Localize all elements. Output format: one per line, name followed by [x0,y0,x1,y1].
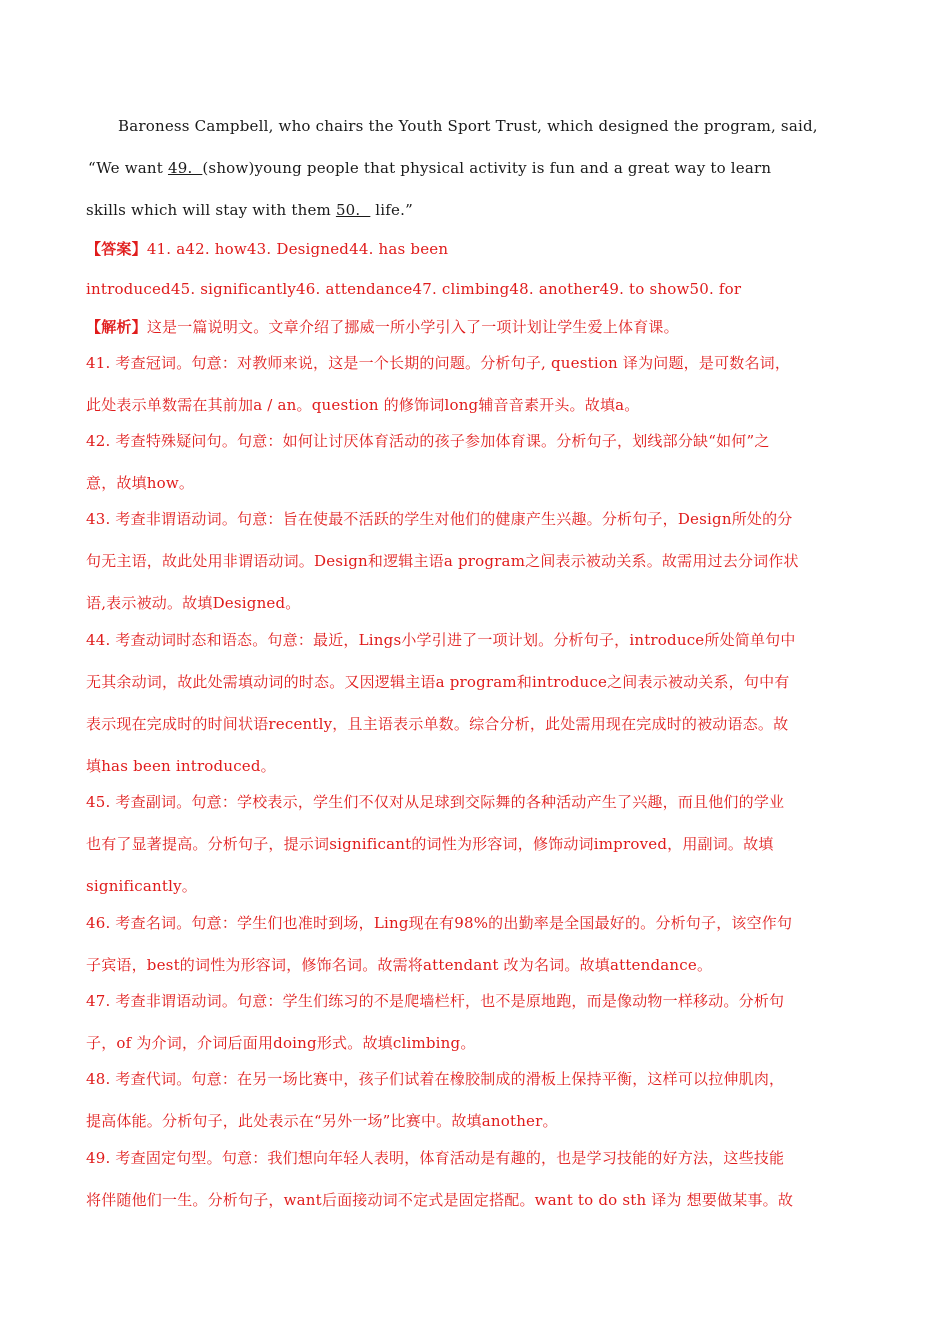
answer-line-1 [86,238,448,259]
analysis-line: 48. 考查代词。句意：在另一场比赛中，孩子们试着在橡胶制成的滑板上保持平衡，这样可以拉伸肌肉， [86,1070,785,1088]
passage-line-3-start: skills which will stay with them [86,201,336,219]
blank-49: 49. [167,159,203,177]
answer-tag: 【答案】 [86,240,147,258]
analysis-line: 子，of 为介词，介词后面用doing形式。故填climbing。 [86,1034,476,1052]
analysis-line: 表示现在完成时的时间状语recently，且主语表示单数。综合分析，此处需用现在完成时的被动语态。故 [86,715,789,733]
passage-line-2 [88,159,771,177]
passage-line-3-end: life.” [370,201,413,219]
passage-line-2-end: (show)young people that physical activity is fun and a great way to learn [202,159,772,177]
blank-50: 50. [335,201,371,219]
analysis-line: 45. 考查副词。句意：学校表示，学生们不仅对从足球到交际舞的各种活动产生了兴趣，而且他们的学业 [86,793,785,811]
passage-line-1: Baroness Campbell, who chairs the Youth Sport Trust, which designed the program, said, [118,117,818,135]
answer-text-1: 41. a42. how43. Designed44. has been [146,240,449,258]
analysis-line: 此处表示单数需在其前加a / an。question 的修饰词long辅音音素开头。故填a。 [86,396,640,414]
analysis-line: 41. 考查冠词。句意：对教师来说，这是一个长期的问题。分析句子, question 译为问题，是可数名词， [86,354,791,372]
analysis-line: 42. 考查特殊疑问句。句意：如何让讨厌体育活动的孩子参加体育课。分析句子，划线部分缺“如何”之 [86,432,770,450]
analysis-line: 语,表示被动。故填Designed。 [86,594,301,612]
passage-line-2-start: “We want [88,159,168,177]
analysis-intro-line [86,316,679,337]
analysis-line: 句无主语，故此处用非谓语动词。Design和逻辑主语a program之间表示被动关系。故需用过去分词作状 [86,552,799,570]
analysis-line: 46. 考查名词。句意：学生们也准时到场，Ling现在有98%的出勤率是全国最好的。分析句子，该空作句 [86,914,793,932]
analysis-line: 43. 考查非谓语动词。句意：旨在使最不活跃的学生对他们的健康产生兴趣。分析句子，Design所处的分 [86,510,793,528]
analysis-line: significantly。 [86,877,198,895]
analysis-line: 将伴随他们一生。分析句子，want后面接动词不定式是固定搭配。want to do sth 译为 想要做某事。故 [86,1191,794,1209]
passage-line-3 [86,201,413,219]
analysis-line: 填has been introduced。 [86,757,276,775]
analysis-line: 49. 考查固定句型。句意：我们想向年轻人表明，体育活动是有趣的，也是学习技能的好方法，这些技能 [86,1149,785,1167]
analysis-line: 提高体能。分析句子，此处表示在“另外一场”比赛中。故填another。 [86,1112,558,1130]
analysis-line: 44. 考查动词时态和语态。句意：最近，Lings小学引进了一项计划。分析句子，introduce所处简单句中 [86,631,796,649]
analysis-line: 也有了显著提高。分析句子，提示词significant的词性为形容词，修饰动词improved，用副词。故填 [86,835,774,853]
analysis-line: 47. 考查非谓语动词。句意：学生们练习的不是爬墙栏杆，也不是原地跑，而是像动物一样移动。分析句 [86,992,785,1010]
answer-line-2: introduced45. significantly46. attendance47. climbing48. another49. to show50. for [86,280,742,298]
analysis-line: 意，故填how。 [86,474,195,492]
analysis-tag: 【解析】 [86,318,147,336]
analysis-intro: 这是一篇说明文。文章介绍了挪威一所小学引入了一项计划让学生爱上体育课。 [146,318,679,336]
analysis-line: 子宾语，best的词性为形容词，修饰名词。故需将attendant 改为名词。故填attendance。 [86,956,713,974]
analysis-line: 无其余动词，故此处需填动词的时态。又因逻辑主语a program和introduce之间表示被动关系，句中有 [86,673,790,691]
